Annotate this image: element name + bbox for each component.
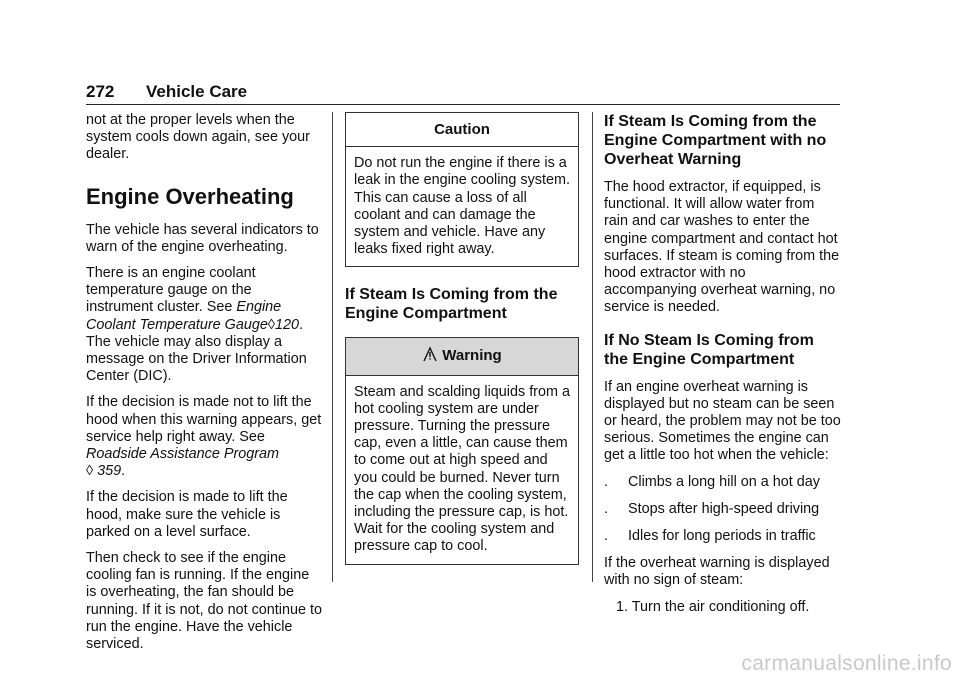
list-item-text: Stops after high-speed driving [628,500,820,517]
roadside-assistance-page-ref[interactable]: 359 [97,463,122,480]
warning-text: Steam and scalding liquids from a hot cooling system are under pressure. Turning the pressure cap, even a little, can cause them to come out at high speed and you could be burned. Never turn the cap when the cooling system, including the pressure cap, is hot. Wait for the cooling system and pressure cap to cool. [354,383,570,555]
column-divider-2 [592,112,593,582]
page-header [86,82,840,104]
coolant-gauge-text: There is an engine coolant temperature gauge on the instrument cluster. See [86,265,256,316]
roadside-assistance-link[interactable]: Roadside Assistance Program [86,446,280,463]
list-item-text: Climbs a long hill on a hot day [628,473,820,490]
section-title: Vehicle Care [146,82,248,101]
column-2 [345,112,579,583]
list-item [604,474,842,491]
no-lift-paragraph [86,394,322,480]
lift-hood-paragraph: If the decision is made to lift the hood, make sure the vehicle is parked on a level surface. [86,489,288,540]
header-rule [86,104,840,105]
list-item-text: Idles for long periods in traffic [628,528,816,545]
no-lift-text: If the decision is made not to lift the hood when this warning appears, get service help right away. See [86,394,322,445]
bullet-mark: . [604,528,608,545]
step-1 [604,599,842,616]
coolant-gauge-text-end: . The vehicle may also display a message on the Driver Information Center (DIC). [86,316,307,385]
no-lift-text-end: . [121,463,126,480]
bullet-mark: . [604,473,608,490]
coolant-gauge-paragraph [86,265,322,385]
indicators-paragraph: The vehicle has several indicators to warn of the engine overheating. [86,221,319,255]
watermark: carmanualsonline.info [741,652,952,675]
column-divider-1 [332,112,333,582]
coolant-gauge-page-ref[interactable]: 120 [275,316,300,333]
list-item [604,528,842,545]
warning-icon [422,346,438,366]
caution-text: Do not run the engine if there is a leak in the engine cooling system. This can cause a loss of all coolant and can damage the system and vehicle. Have any leaks fixed right away. [354,155,570,258]
no-sign-paragraph: If the overheat warning is displayed with no sign of steam: [604,555,830,589]
hood-extractor-paragraph: The hood extractor, if equipped, is functional. It will allow water from rain and car washes to enter the engine compartment and contact hot surfaces. If steam is coming from the hood extractor with no accompanying overheat warning, no service is needed. [604,179,840,316]
warning-title: Warning [442,347,502,365]
step-text: Turn the air conditioning off. [631,598,810,615]
list-item [604,501,842,518]
steam-no-warning-heading: If Steam Is Coming from the Engine Compartment with no Overheat Warning [604,113,827,168]
bullet-mark: . [604,500,608,517]
caution-box [345,112,579,267]
coolant-gauge-link[interactable]: Engine Coolant Temperature Gauge [86,299,282,333]
steam-heading: If Steam Is Coming from the Engine Compartment [345,286,558,323]
warning-box [345,337,579,564]
engine-overheating-heading: Engine Overheating [86,183,294,209]
page-number: 272 [86,82,115,101]
no-steam-paragraph: If an engine overheat warning is displayed but no steam can be seen or heard, the problem may not be too serious. Sometimes the engine can get a little too hot when the vehicle: [604,378,841,464]
xref-arrow-icon: ◊ [267,316,275,333]
cooling-fan-paragraph: Then check to see if the engine cooling fan is running. If the engine is overheating, the fan should be running. If it is not, do not continue to run the engine. Have the vehicle serviced. [86,550,322,653]
column-3 [604,112,842,625]
step-number: 1. [616,598,629,615]
no-steam-heading: If No Steam Is Coming from the Engine Compartment [604,331,814,368]
xref-arrow-icon: ◊ [86,463,94,480]
column-1 [86,112,322,662]
caution-title: Caution [346,113,578,147]
warning-header [346,338,578,375]
intro-paragraph: not at the proper levels when the system cools down again, see your dealer. [86,112,310,163]
